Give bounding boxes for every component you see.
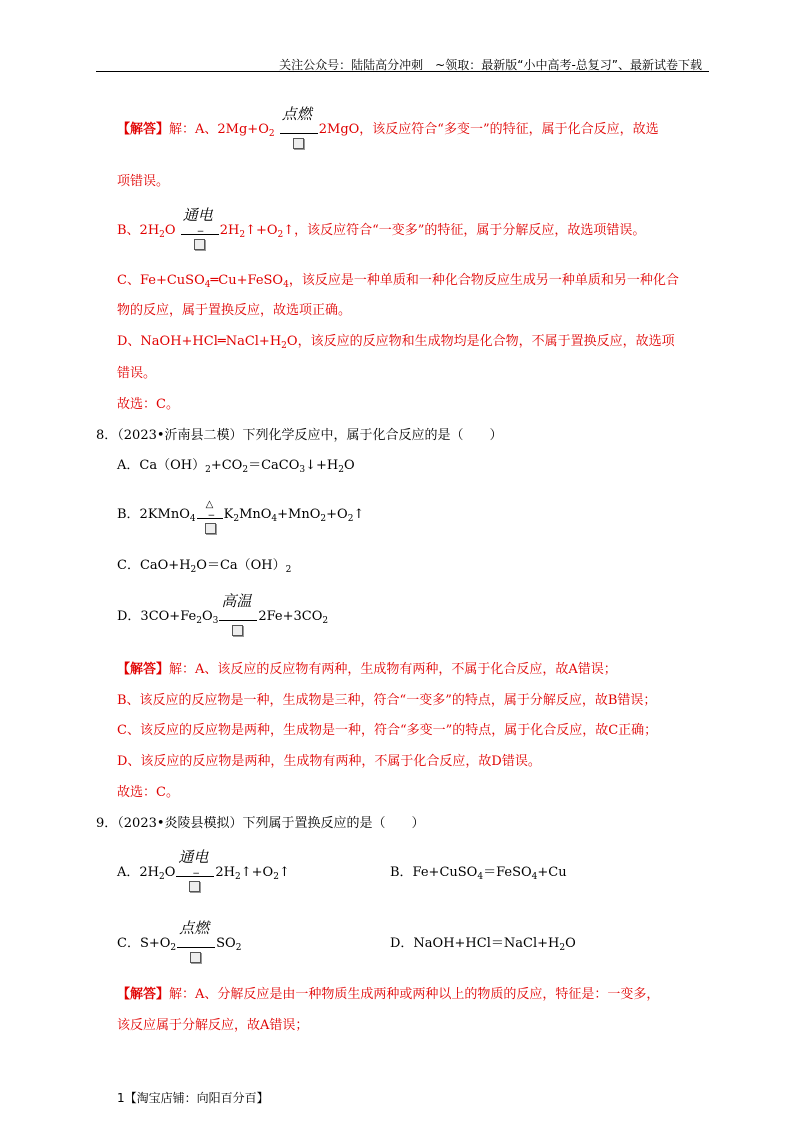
q8-result: 故选：C。 bbox=[117, 785, 179, 800]
q8-answer-a: 【解答】解：A、该反应的反应物有两种，生成物有两种，不属于化合反应，故A错误； bbox=[117, 662, 617, 677]
q8-answer-d: D、该反应的反应物是两种，生成物有两种，不属于化合反应，故D错误。 bbox=[117, 754, 541, 769]
q9-option-c: C．$S+O_2$ 点燃 $SO_2$ bbox=[117, 935, 241, 953]
answer-tag: 【解答】 bbox=[117, 662, 170, 677]
q8-answer-c: C、该反应的反应物是两种，生成物是一种，符合“多变一”的特点，属于化合反应，故C正确； bbox=[117, 723, 658, 738]
ignite-condition: 点燃 bbox=[280, 121, 318, 139]
high-temp-condition: 高温 bbox=[219, 608, 257, 626]
q7-answer-d-line2: 错误。 bbox=[117, 366, 157, 381]
q7-answer-c-line2: 物的反应，属于置换反应，故选项正确。 bbox=[117, 303, 352, 318]
q7-answer-a-line2: 项错误。 bbox=[117, 174, 170, 189]
q8-stem: 8．（2023•沂南县二模）下列化学反应中，属于化合反应的是（ ） bbox=[96, 428, 503, 443]
q8-option-a: A．$Ca(OH)_2+CO_2=CaCO_3↓+H_2O$ bbox=[117, 458, 355, 475]
q7-result: 故选：C。 bbox=[117, 397, 179, 412]
answer-tag: 【解答】 bbox=[117, 122, 170, 137]
q9-option-d: D．$NaOH+HCl=NaCl+H_2O$ bbox=[390, 936, 576, 953]
placeholder-box-icon bbox=[205, 523, 216, 534]
q9-answer-line1: 【解答】解：A、分解反应是由一种物质生成两种或两种以上的物质的反应，特征是：一变多， bbox=[117, 987, 660, 1002]
placeholder-box-icon bbox=[232, 625, 243, 636]
q8-option-c: C．$CaO+H_2O=Ca(OH)_2$ bbox=[117, 558, 292, 575]
electrolysis-condition: 通电 − bbox=[176, 864, 214, 882]
q7-answer-d: D、$NaOH+HCl═NaCl+H_2O$，该反应的反应物和生成物均是化合物，不属于置换反应，故选项 bbox=[117, 334, 675, 351]
q8-option-b: B．2KMnO$_4$ △ − $K_2MnO_4+MnO_2+O_2↑$ bbox=[117, 506, 364, 524]
placeholder-box-icon bbox=[293, 138, 304, 149]
q9-answer-line2: 该反应属于分解反应，故A错误； bbox=[117, 1018, 309, 1033]
answer-tag: 【解答】 bbox=[117, 987, 170, 1002]
placeholder-box-icon bbox=[189, 881, 200, 892]
placeholder-box-icon bbox=[190, 952, 201, 963]
q7-answer-b: B、$2H_2O$ 通电 − $2H_2↑+O_2↑$，该反应符合“一变多”的特征，属于分解反应，故选项错误。 bbox=[117, 222, 645, 240]
page-header: 关注公众号：陆陆高分冲刺 ~领取：最新版“小中高考-总复习”、最新试卷下载 bbox=[279, 58, 702, 72]
q7-answer-a: 【解答】解：A、$2Mg+O_2$ 点燃 2MgO，该反应符合“多变一”的特征，属于化合反应，故选 bbox=[117, 121, 659, 139]
q7-answer-c: C、Fe+CuSO$_4$═Cu+FeSO$_4$，该反应是一种单质和一种化合物反应生成另一种单质和另一种化合 bbox=[117, 273, 679, 290]
q8-answer-b: B、该反应的反应物是一种，生成物是三种，符合“一变多”的特点，属于分解反应，故B错误； bbox=[117, 693, 657, 708]
ignite-condition: 点燃 bbox=[177, 935, 215, 953]
page-footer: 1【淘宝店铺：向阳百分百】 bbox=[117, 1091, 269, 1105]
electrolysis-condition: 通电 − bbox=[181, 222, 219, 240]
q9-option-a: A．$2H_2O$ 通电 − $2H_2↑+O_2↑$ bbox=[117, 864, 290, 882]
placeholder-box-icon bbox=[194, 239, 205, 250]
q9-stem: 9．（2023•炎陵县模拟）下列属于置换反应的是（ ） bbox=[96, 816, 425, 831]
header-rule bbox=[96, 71, 709, 72]
heat-condition: △ − bbox=[197, 506, 223, 524]
q8-option-d: D．$3CO+Fe_2O_3$ 高温 $2Fe+3CO_2$ bbox=[117, 608, 328, 626]
q9-option-b: B．Fe+CuSO$_4$＝FeSO$_4$+Cu bbox=[390, 865, 567, 882]
